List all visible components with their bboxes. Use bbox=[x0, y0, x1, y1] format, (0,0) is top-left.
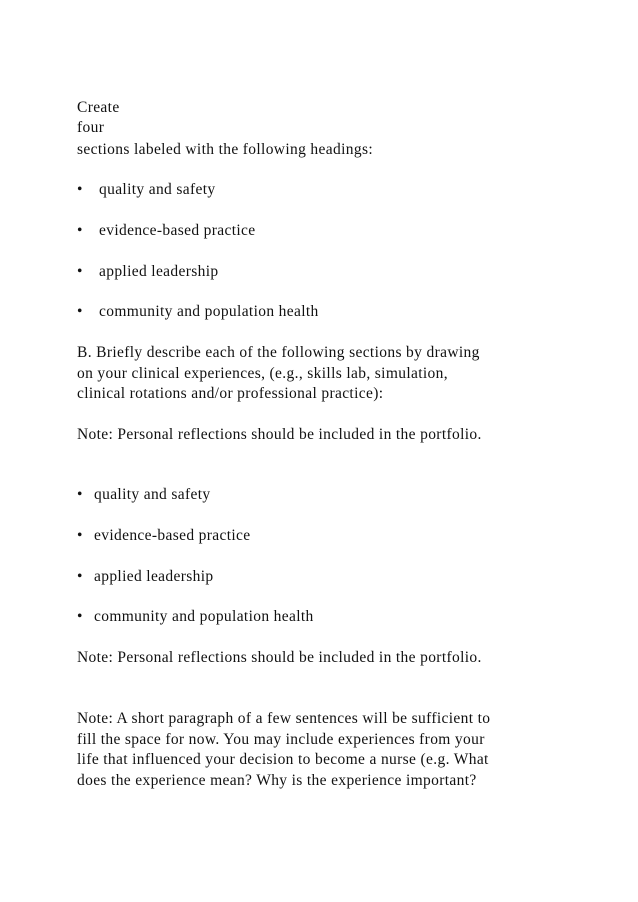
note-reflections-1: Note: Personal reflections should be included in the portfolio. bbox=[77, 426, 482, 443]
section-b-line-1: B. Briefly describe each of the following sections by drawing bbox=[77, 344, 480, 361]
heading-item-label: community and population health bbox=[99, 303, 319, 320]
describe-item-label: evidence-based practice bbox=[94, 527, 251, 544]
bullet-icon: • bbox=[77, 608, 83, 625]
heading-item-community-health bbox=[77, 302, 319, 322]
bullet-icon: • bbox=[77, 527, 83, 544]
bullet-icon: • bbox=[77, 568, 83, 585]
intro-line-1: Create bbox=[77, 99, 120, 116]
heading-item-evidence-based bbox=[77, 221, 256, 241]
note-paragraph-line-1: Note: A short paragraph of a few sentences will be sufficient to bbox=[77, 710, 491, 727]
describe-item-label: quality and safety bbox=[94, 486, 211, 503]
note-reflections-2: Note: Personal reflections should be included in the portfolio. bbox=[77, 649, 482, 666]
describe-item-community-health bbox=[77, 607, 314, 627]
describe-item-evidence-based bbox=[77, 526, 251, 546]
intro-line-3: sections labeled with the following headings: bbox=[77, 141, 373, 158]
heading-item-quality-safety bbox=[77, 180, 216, 200]
describe-item-label: community and population health bbox=[94, 608, 314, 625]
bullet-icon: • bbox=[77, 263, 83, 280]
note-paragraph-line-4: does the experience mean? Why is the experience important? bbox=[77, 772, 477, 789]
note-paragraph-line-3: life that influenced your decision to become a nurse (e.g. What bbox=[77, 751, 489, 768]
bullet-icon: • bbox=[77, 303, 83, 320]
heading-item-label: quality and safety bbox=[99, 181, 216, 198]
heading-item-leadership bbox=[77, 262, 219, 282]
heading-item-label: evidence-based practice bbox=[99, 222, 256, 239]
section-b-line-2: on your clinical experiences, (e.g., skills lab, simulation, bbox=[77, 365, 448, 382]
describe-item-label: applied leadership bbox=[94, 568, 214, 585]
heading-item-label: applied leadership bbox=[99, 263, 219, 280]
describe-item-quality-safety bbox=[77, 485, 211, 505]
bullet-icon: • bbox=[77, 181, 83, 198]
bullet-icon: • bbox=[77, 486, 83, 503]
intro-line-2: four bbox=[77, 119, 105, 136]
describe-item-leadership bbox=[77, 567, 214, 587]
section-b-line-3: clinical rotations and/or professional practice): bbox=[77, 385, 384, 402]
note-paragraph-line-2: fill the space for now. You may include experiences from your bbox=[77, 731, 485, 748]
bullet-icon: • bbox=[77, 222, 83, 239]
